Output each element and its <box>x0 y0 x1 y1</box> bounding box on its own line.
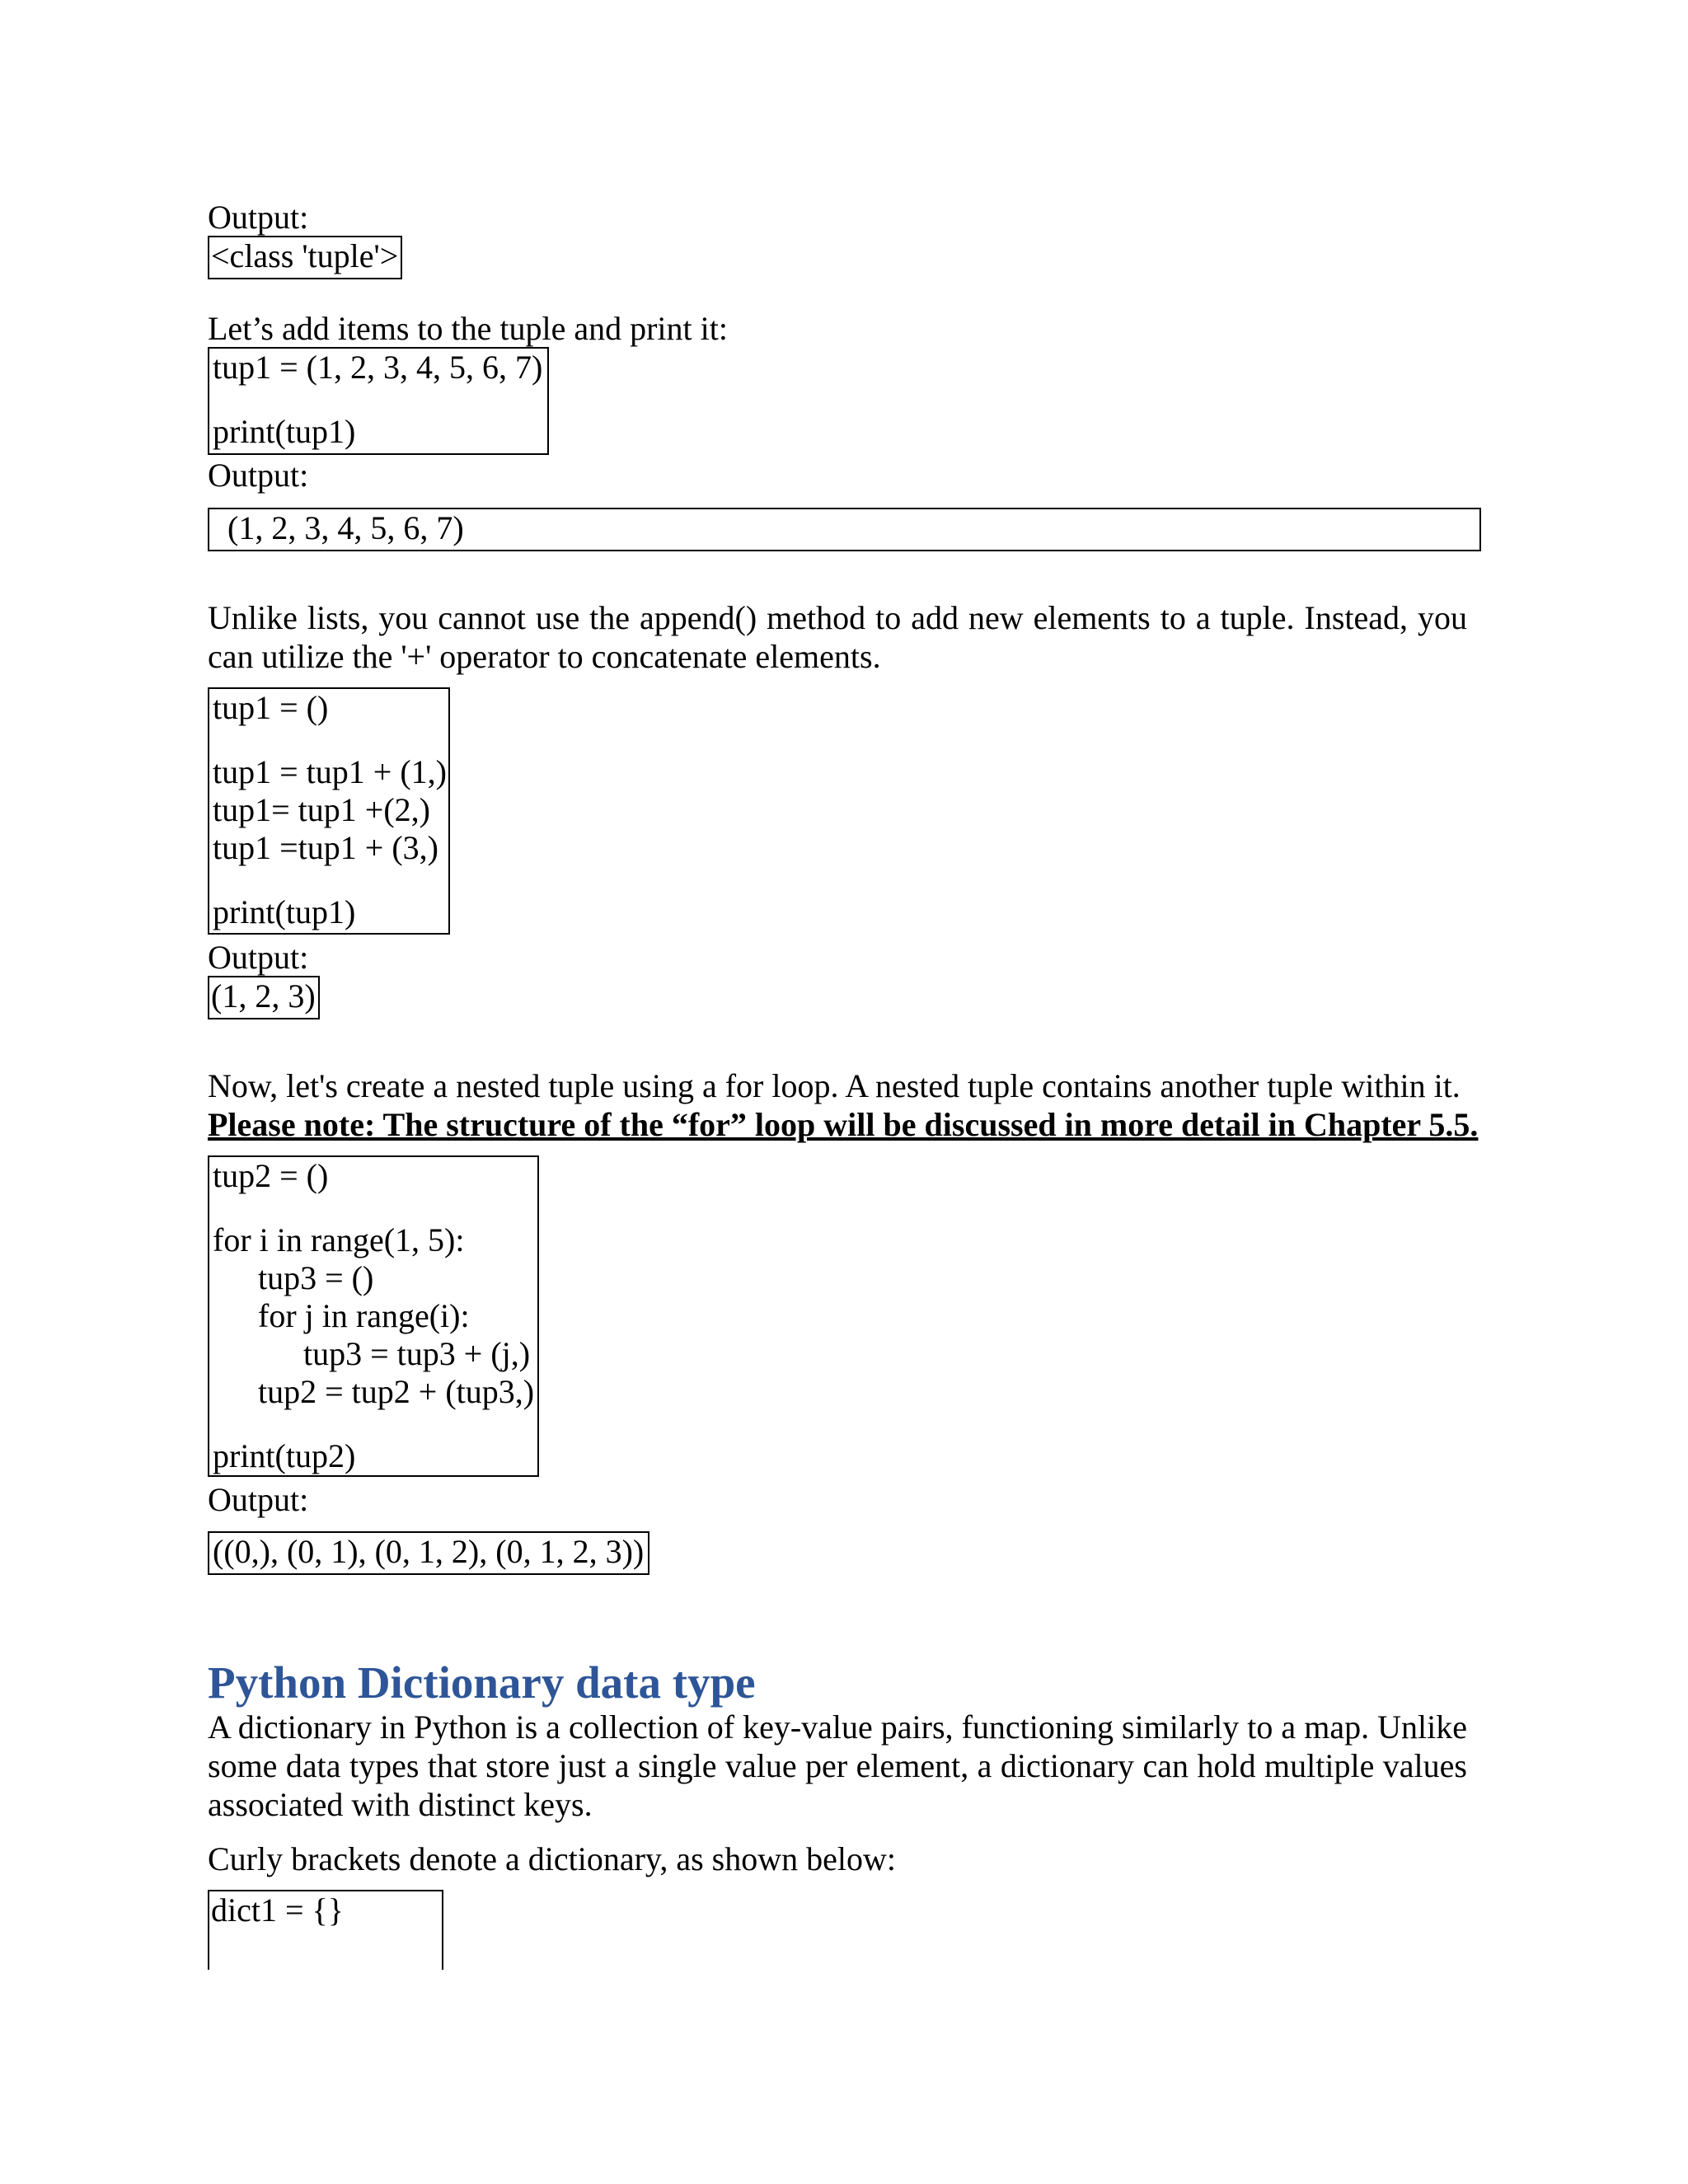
output-label: Output: <box>208 1481 309 1518</box>
output-box <box>208 236 402 279</box>
code-line: tup1 = tup1 + (1,) <box>213 753 447 790</box>
output-text: (1, 2, 3) <box>211 977 316 1015</box>
section-heading: Python Dictionary data type <box>208 1657 756 1708</box>
paragraph: Unlike lists, you cannot use the append() method to add new elements to a tuple. Instead, you can utilize the '+' operator to concatenate elements. <box>208 599 1467 675</box>
code-box <box>208 1890 443 1970</box>
output-label: Output: <box>208 939 309 976</box>
code-box <box>208 347 549 455</box>
code-line: tup2 = tup2 + (tup3,) <box>258 1373 535 1410</box>
code-line: dict1 = {} <box>211 1891 344 1929</box>
output-text: <class 'tuple'> <box>211 237 399 274</box>
code-line: tup3 = () <box>258 1259 374 1296</box>
output-label: Output: <box>208 457 309 494</box>
code-line: tup1 = () <box>213 689 329 726</box>
code-line: tup2 = () <box>213 1157 329 1194</box>
output-box <box>208 1531 649 1575</box>
code-line: tup1 = (1, 2, 3, 4, 5, 6, 7) <box>213 349 543 386</box>
code-line: print(tup2) <box>213 1437 356 1474</box>
note-text: Please note: The structure of the “for” loop will be discussed in more detail in Chapter 5.5. <box>208 1106 1479 1143</box>
code-line: for i in range(1, 5): <box>213 1221 465 1258</box>
code-line: print(tup1) <box>213 413 356 450</box>
output-box <box>208 976 320 1019</box>
code-line: for j in range(i): <box>258 1297 470 1334</box>
code-box <box>208 1155 539 1477</box>
intro-text: Now, let's create a nested tuple using a for loop. A nested tuple contains another tuple within it. <box>208 1067 1461 1104</box>
paragraph: Curly brackets denote a dictionary, as shown below: <box>208 1840 896 1877</box>
intro-text: Let’s add items to the tuple and print it: <box>208 310 728 347</box>
code-line: tup1= tup1 +(2,) <box>213 791 430 828</box>
output-text: ((0,), (0, 1), (0, 1, 2), (0, 1, 2, 3)) <box>213 1533 645 1570</box>
code-box <box>208 687 450 935</box>
code-line: print(tup1) <box>213 893 356 930</box>
code-line: tup1 =tup1 + (3,) <box>213 829 438 866</box>
output-box <box>208 508 1481 551</box>
code-line: tup3 = tup3 + (j,) <box>303 1335 531 1372</box>
paragraph: A dictionary in Python is a collection of key-value pairs, functioning similarly to a map. Unlike some data types that store just a single value per element, a dictionary can hold multiple values associated with distinct keys. <box>208 1708 1467 1823</box>
output-label: Output: <box>208 199 309 236</box>
output-text: (1, 2, 3, 4, 5, 6, 7) <box>227 509 464 546</box>
